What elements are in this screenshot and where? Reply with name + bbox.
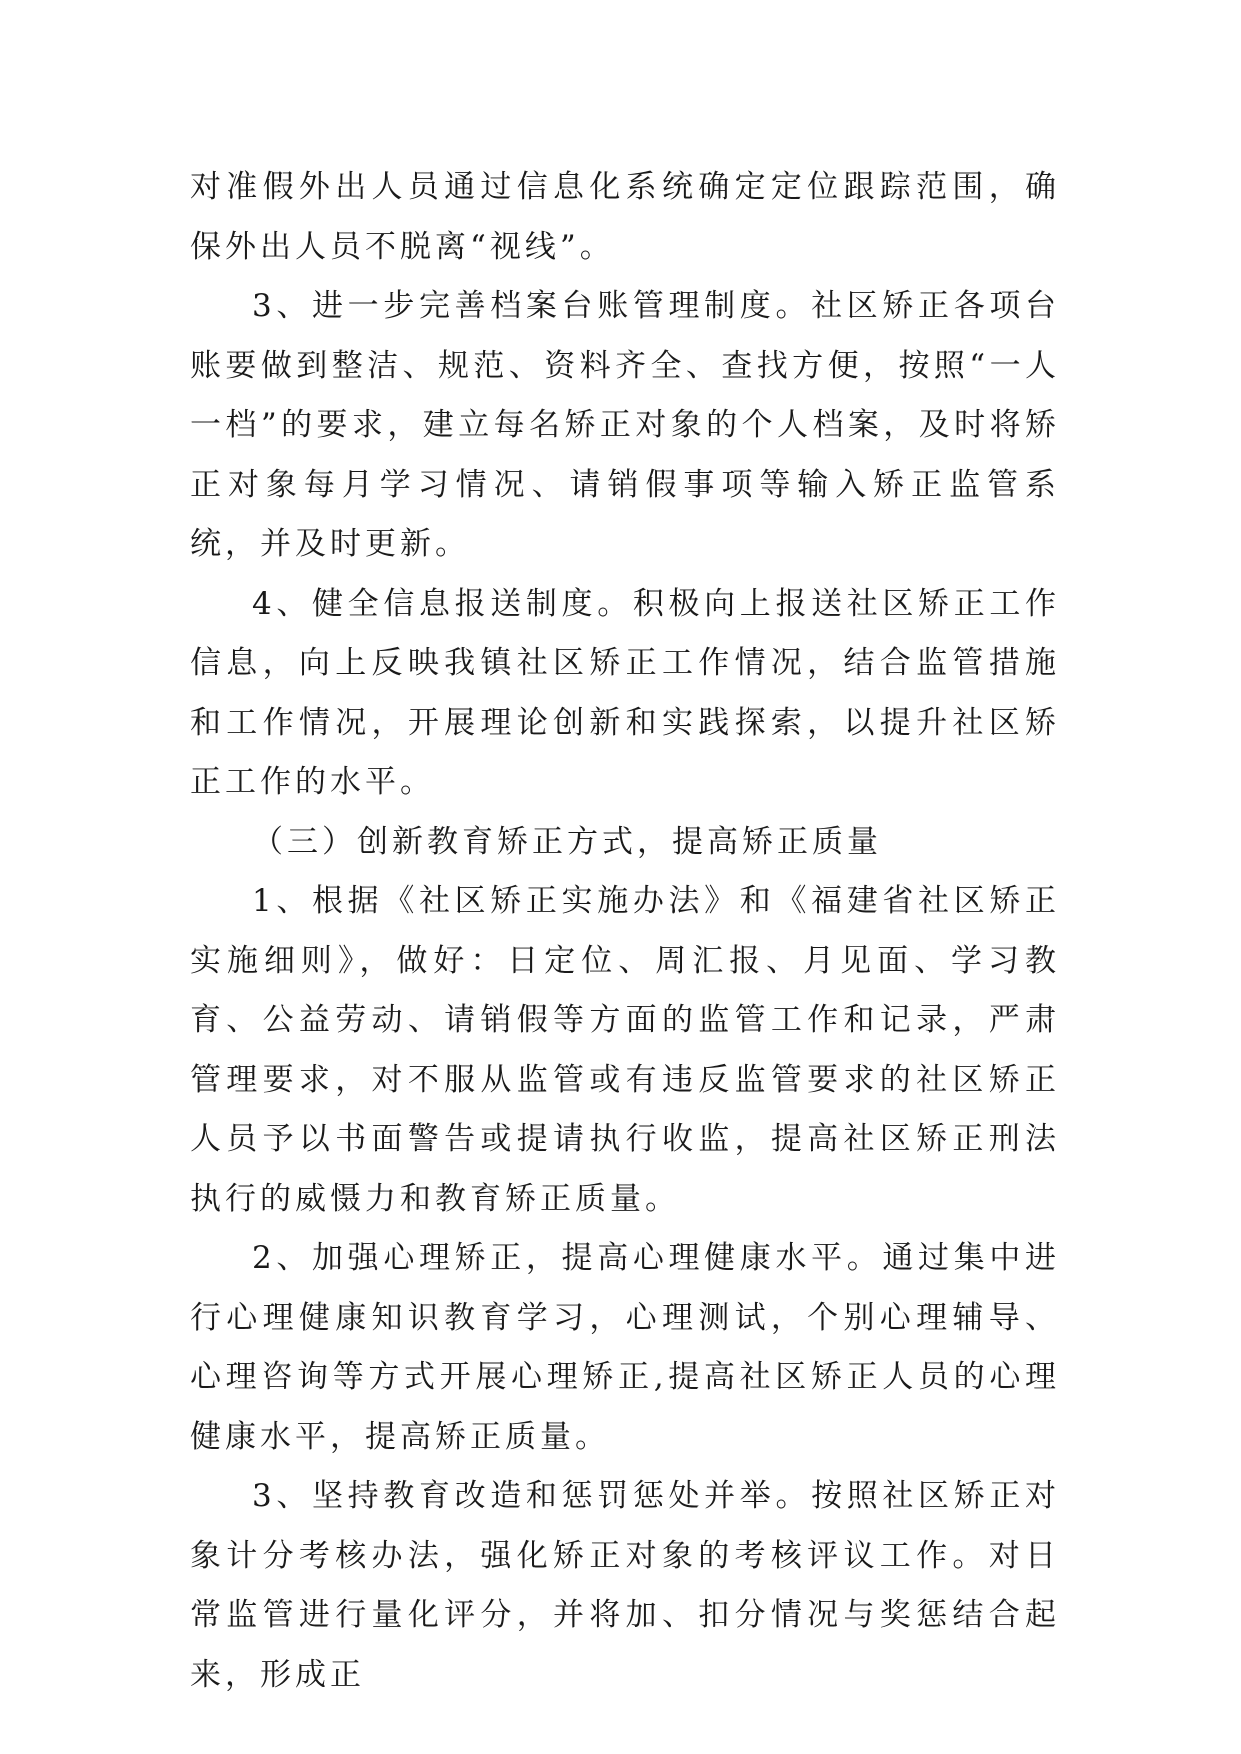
paragraph-item-4-reporting: 4、健全信息报送制度。积极向上报送社区矫正工作信息，向上反映我镇社区矫正工作情况，结合监管措施和工作情况，开展理论创新和实践探索，以提升社区矫正工作的水平。 bbox=[190, 585, 1060, 800]
paragraph-item-2-psychology: 2、加强心理矫正，提高心理健康水平。通过集中进行心理健康知识教育学习，心理测试，个别心理辅导、心理咨询等方式开展心理矫正,提高社区矫正人员的心理健康水平，提高矫正质量。 bbox=[190, 1240, 1060, 1455]
paragraph-item-3-assessment: 3、坚持教育改造和惩罚惩处并举。按照社区矫正对象计分考核办法，强化矫正对象的考核评议工作。对日常监管进行量化评分，并将加、扣分情况与奖惩结合起来，形成正 bbox=[190, 1478, 1060, 1693]
paragraph-continuation: 对准假外出人员通过信息化系统确定定位跟踪范围，确保外出人员不脱离“视线”。 bbox=[190, 169, 1060, 265]
paragraph-item-3-archive: 3、进一步完善档案台账管理制度。社区矫正各项台账要做到整洁、规范、资料齐全、查找方便，按照“一人一档”的要求，建立每名矫正对象的个人档案，及时将矫正对象每月学习情况、请销假事项等输入矫正监管系统，并及时更新。 bbox=[190, 288, 1060, 562]
paragraph-item-1-regulations: 1、根据《社区矫正实施办法》和《福建省社区矫正实施细则》，做好：日定位、周汇报、月见面、学习教育、公益劳动、请销假等方面的监管工作和记录，严肃管理要求，对不服从监管或有违反监管要求的社区矫正人员予以书面警告或提请执行收监，提高社区矫正刑法执行的威慑力和教育矫正质量。 bbox=[190, 883, 1060, 1217]
document-body bbox=[190, 158, 1060, 1705]
section-heading: （三）创新教育矫正方式，提高矫正质量 bbox=[252, 823, 882, 860]
